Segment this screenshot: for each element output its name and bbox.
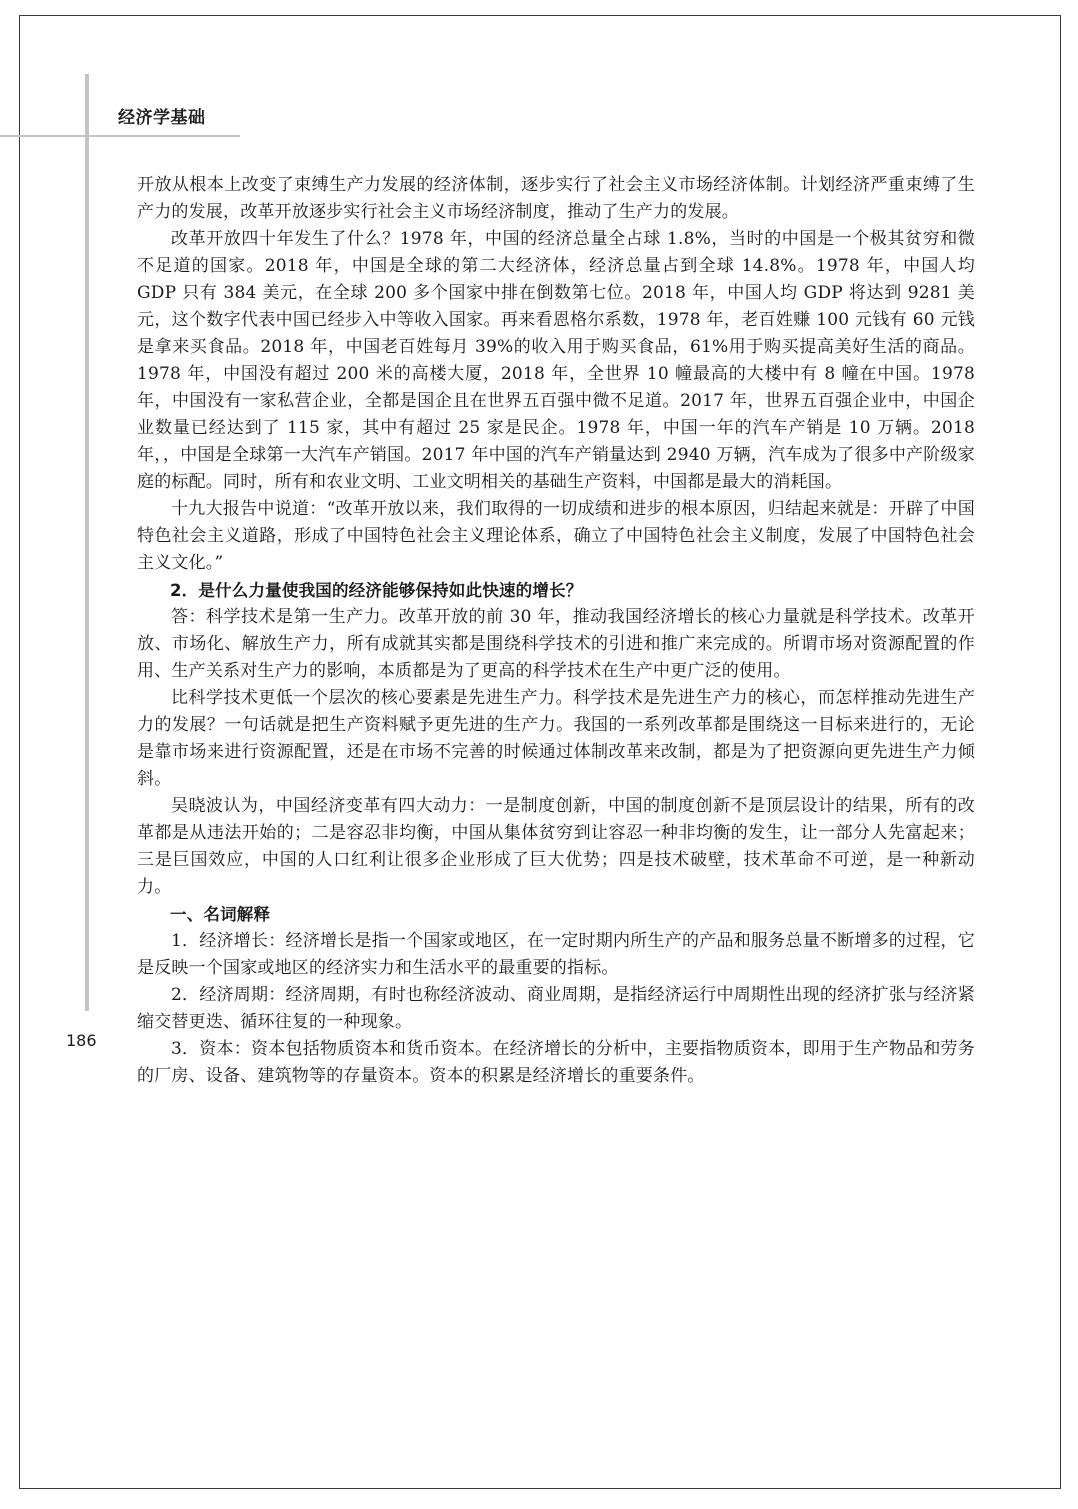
section-heading: 一、名词解释 — [170, 905, 271, 924]
body-text — [137, 172, 975, 1090]
paragraph: 答：科学技术是第一生产力。改革开放的前 30 年，推动我国经济增长的核心力量就是科学技术。改革开放、市场化、解放生产力，所有成就其实都是围绕科学技术的引进和推广来完成的。所谓市场对资源配置的作用、生产关系对生产力的影响，本质都是为了更高的科学技术在生产中更广泛的使用。 — [137, 607, 975, 681]
paragraph: 十九大报告中说道：“改革开放以来，我们取得的一切成绩和进步的根本原因，归结起来就是：开辟了中国特色社会主义道路，形成了中国特色社会主义理论体系，确立了中国特色社会主义制度，发展了中国特色社会主义文化。” — [137, 499, 975, 573]
paragraph: 改革开放四十年发生了什么？1978 年，中国的经济总量全占球 1.8%，当时的中国是一个极其贫穷和微不足道的国家。2018 年，中国是全球的第二大经济体，经济总量占到全球 14.8%。1978 年，中国人均 GDP 只有 384 美元，在全球 200 多个国家中排在倒数第七位。2018 年，中国人均 GDP 将达到 9281 美元，这个数字代表中国已经步入中等收入国家。再来看恩格尔系数，1978 年，老百姓赚 100 元钱有 60 元钱是拿来买食品。2018 年，中国老百姓每月 39%的收入用于购买食品，61%用于购买提高美好生活的商品。1978 年，中国没有超过 200 米的高楼大厦，2018 年，全世界 10 幢最高的大楼中有 8 幢在中国。1978 年，中国没有一家私营企业，全都是国企且在世界五百强中微不足道。2017 年，世界五百强企业中，中国企业数量已经达到了 115 家，其中有超过 25 家是民企。1978 年，中国一年的汽车产销是 10 万辆。2018 年，，中国是全球第一大汽车产销国。2017 年中国的汽车产销量达到 2940 万辆，汽车成为了很多中产阶级家庭的标配。同时，所有和农业文明、工业文明相关的基础生产资料，中国都是最大的消耗国。 — [137, 229, 975, 492]
definition-item: 2．经济周期：经济周期，有时也称经济波动、商业周期，是指经济运行中周期性出现的经济扩张与经济紧缩交替更迭、循环往复的一种现象。 — [137, 985, 975, 1032]
definition-item: 3．资本：资本包括物质资本和货币资本。在经济增长的分析中，主要指物质资本，即用于生产物品和劳务的厂房、设备、建筑物等的存量资本。资本的积累是经济增长的重要条件。 — [137, 1039, 975, 1086]
gutter-rule — [85, 74, 89, 1011]
running-header: 经济学基础 — [118, 108, 206, 128]
paragraph: 吴晓波认为，中国经济变革有四大动力：一是制度创新，中国的制度创新不是顶层设计的结果，所有的改革都是从违法开始的；二是容忍非均衡，中国从集体贫穷到让容忍一种非均衡的发生，让一部分人先富起来；三是巨国效应，中国的人口红利让很多企业形成了巨大优势；四是技术破壁，技术革命不可逆，是一种新动力。 — [137, 796, 975, 897]
paragraph: 比科学技术更低一个层次的核心要素是先进生产力。科学技术是先进生产力的核心，而怎样推动先进生产力的发展？一句话就是把生产资料赋予更先进的生产力。我国的一系列改革都是围绕这一目标来进行的，无论是靠市场来进行资源配置，还是在市场不完善的时候通过体制改革来改制，都是为了把资源向更先进生产力倾斜。 — [137, 688, 975, 789]
question-heading: 2．是什么力量使我国的经济能够保持如此快速的增长？ — [170, 581, 583, 600]
definition-item: 1．经济增长：经济增长是指一个国家或地区，在一定时期内所生产的产品和服务总量不断增多的过程，它是反映一个国家或地区的经济实力和生活水平的最重要的指标。 — [137, 931, 975, 978]
paragraph-continued: 开放从根本上改变了束缚生产力发展的经济体制，逐步实行了社会主义市场经济体制。计划经济严重束缚了生产力的发展，改革开放逐步实行社会主义市场经济制度，推动了生产力的发展。 — [137, 175, 975, 222]
page-number: 186 — [66, 1031, 97, 1050]
header-rule — [0, 135, 240, 137]
